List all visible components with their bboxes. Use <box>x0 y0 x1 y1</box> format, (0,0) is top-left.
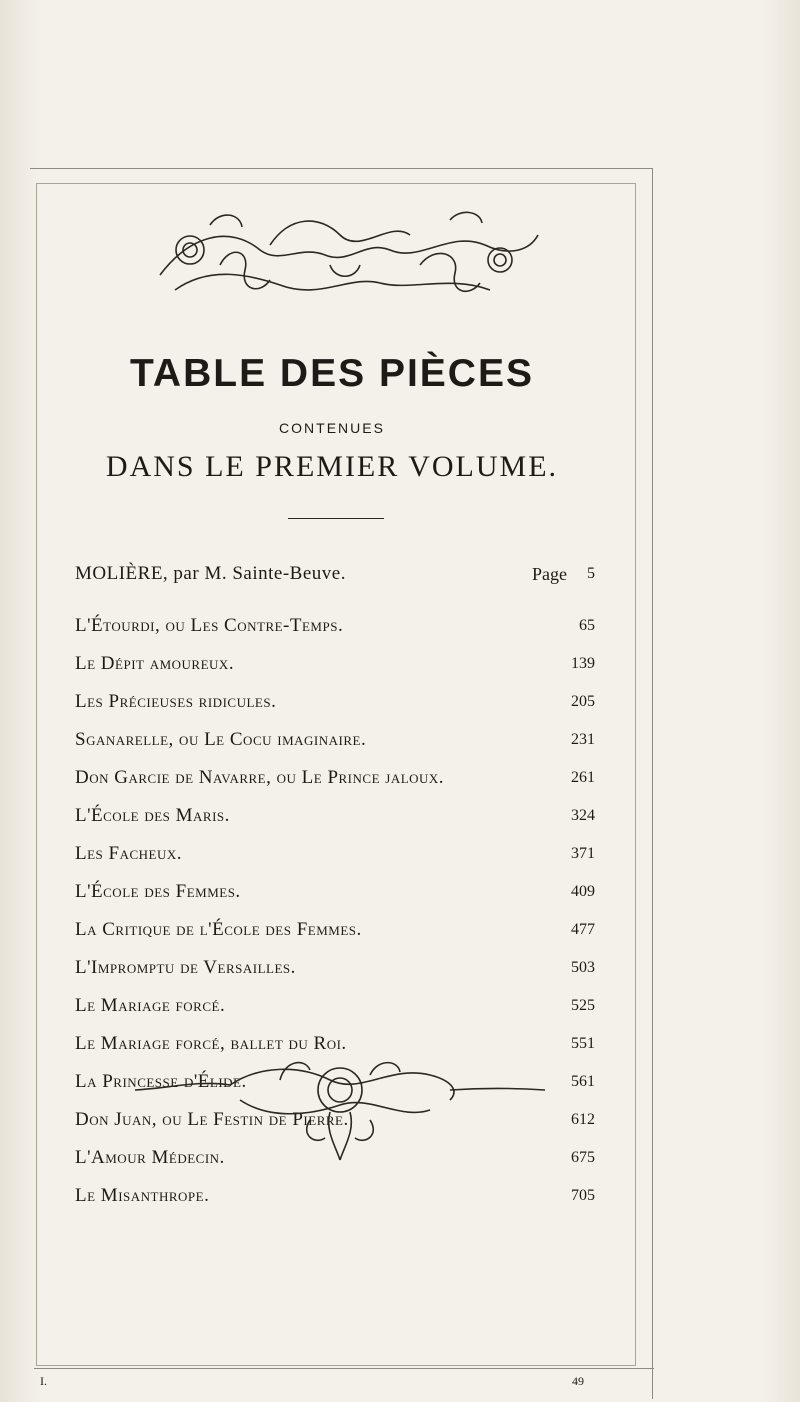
toc-intro-title: MOLIÈRE, par M. Sainte-Beuve. <box>75 563 346 584</box>
toc-entry <box>75 949 595 987</box>
toc-entry <box>75 1177 595 1215</box>
toc-entry <box>75 759 595 797</box>
toc-entry-page: 139 <box>571 655 595 672</box>
toc-entry-page: 503 <box>571 959 595 976</box>
toc-entry <box>75 721 595 759</box>
toc-entry <box>75 987 595 1025</box>
toc-entry-page: 705 <box>571 1187 595 1204</box>
toc-entry-page: 324 <box>571 807 595 824</box>
ornament-header-icon <box>150 205 540 315</box>
page-subtitle: CONTENUES <box>279 420 385 436</box>
toc-entry-page: 477 <box>571 921 595 938</box>
toc-entry-title: L'Amour Médecin. <box>75 1147 225 1168</box>
toc-entry-page: 65 <box>579 617 595 634</box>
signature-mark: I. <box>40 1374 47 1388</box>
toc-entry-title: Don Juan, ou Le Festin de Pierre. <box>75 1109 349 1130</box>
toc-intro <box>75 555 595 607</box>
volume-heading: DANS LE PREMIER VOLUME. <box>105 450 559 483</box>
toc-entry-title: L'Impromptu de Versailles. <box>75 957 296 978</box>
toc-entry-title: Don Garcie de Navarre, ou Le Prince jaloux. <box>75 767 445 788</box>
toc-intro-page: 5 <box>587 565 595 582</box>
page-title: TABLE DES PIÈCES <box>129 352 534 395</box>
toc-entry-title: L'Étourdi, ou Les Contre-Temps. <box>75 615 344 636</box>
toc-entry-title: Le Mariage forcé. <box>75 995 226 1016</box>
toc-entry-title: Sganarelle, ou Le Cocu imaginaire. <box>75 729 367 750</box>
toc-entry-title: L'École des Maris. <box>75 805 230 826</box>
toc-entry-page: 261 <box>571 769 595 786</box>
toc-entry-page: 371 <box>571 845 595 862</box>
signature-number: 49 <box>572 1374 584 1388</box>
toc-entry <box>75 645 595 683</box>
toc-entry-title: La Princesse d'Élide. <box>75 1071 247 1092</box>
toc-entry-page: 561 <box>571 1073 595 1090</box>
toc-entry-title: Les Précieuses ridicules. <box>75 691 277 712</box>
toc-entry <box>75 911 595 949</box>
toc-entry-page: 612 <box>571 1111 595 1128</box>
toc-entry <box>75 607 595 645</box>
bottom-rule <box>34 1368 654 1369</box>
toc-entry-title: Les Facheux. <box>75 843 183 864</box>
toc-entry <box>75 835 595 873</box>
toc-entry-title: Le Misanthrope. <box>75 1185 210 1206</box>
toc-page-label: Page <box>532 564 567 584</box>
toc-entry-page: 409 <box>571 883 595 900</box>
toc-entry-title: La Critique de l'École des Femmes. <box>75 919 362 940</box>
ornament-footer-icon <box>130 1050 550 1175</box>
divider <box>288 518 384 519</box>
toc-entry-title: Le Dépit amoureux. <box>75 653 235 674</box>
toc-entry-page: 231 <box>571 731 595 748</box>
toc-entry <box>75 873 595 911</box>
toc-entry-page: 551 <box>571 1035 595 1052</box>
toc-entry-title: Le Mariage forcé, ballet du Roi. <box>75 1033 347 1054</box>
toc-entry <box>75 797 595 835</box>
toc-entry-page: 675 <box>571 1149 595 1166</box>
toc-entry-title: L'École des Femmes. <box>75 881 241 902</box>
toc-entry <box>75 683 595 721</box>
toc-entry-page: 525 <box>571 997 595 1014</box>
toc-entry-page: 205 <box>571 693 595 710</box>
